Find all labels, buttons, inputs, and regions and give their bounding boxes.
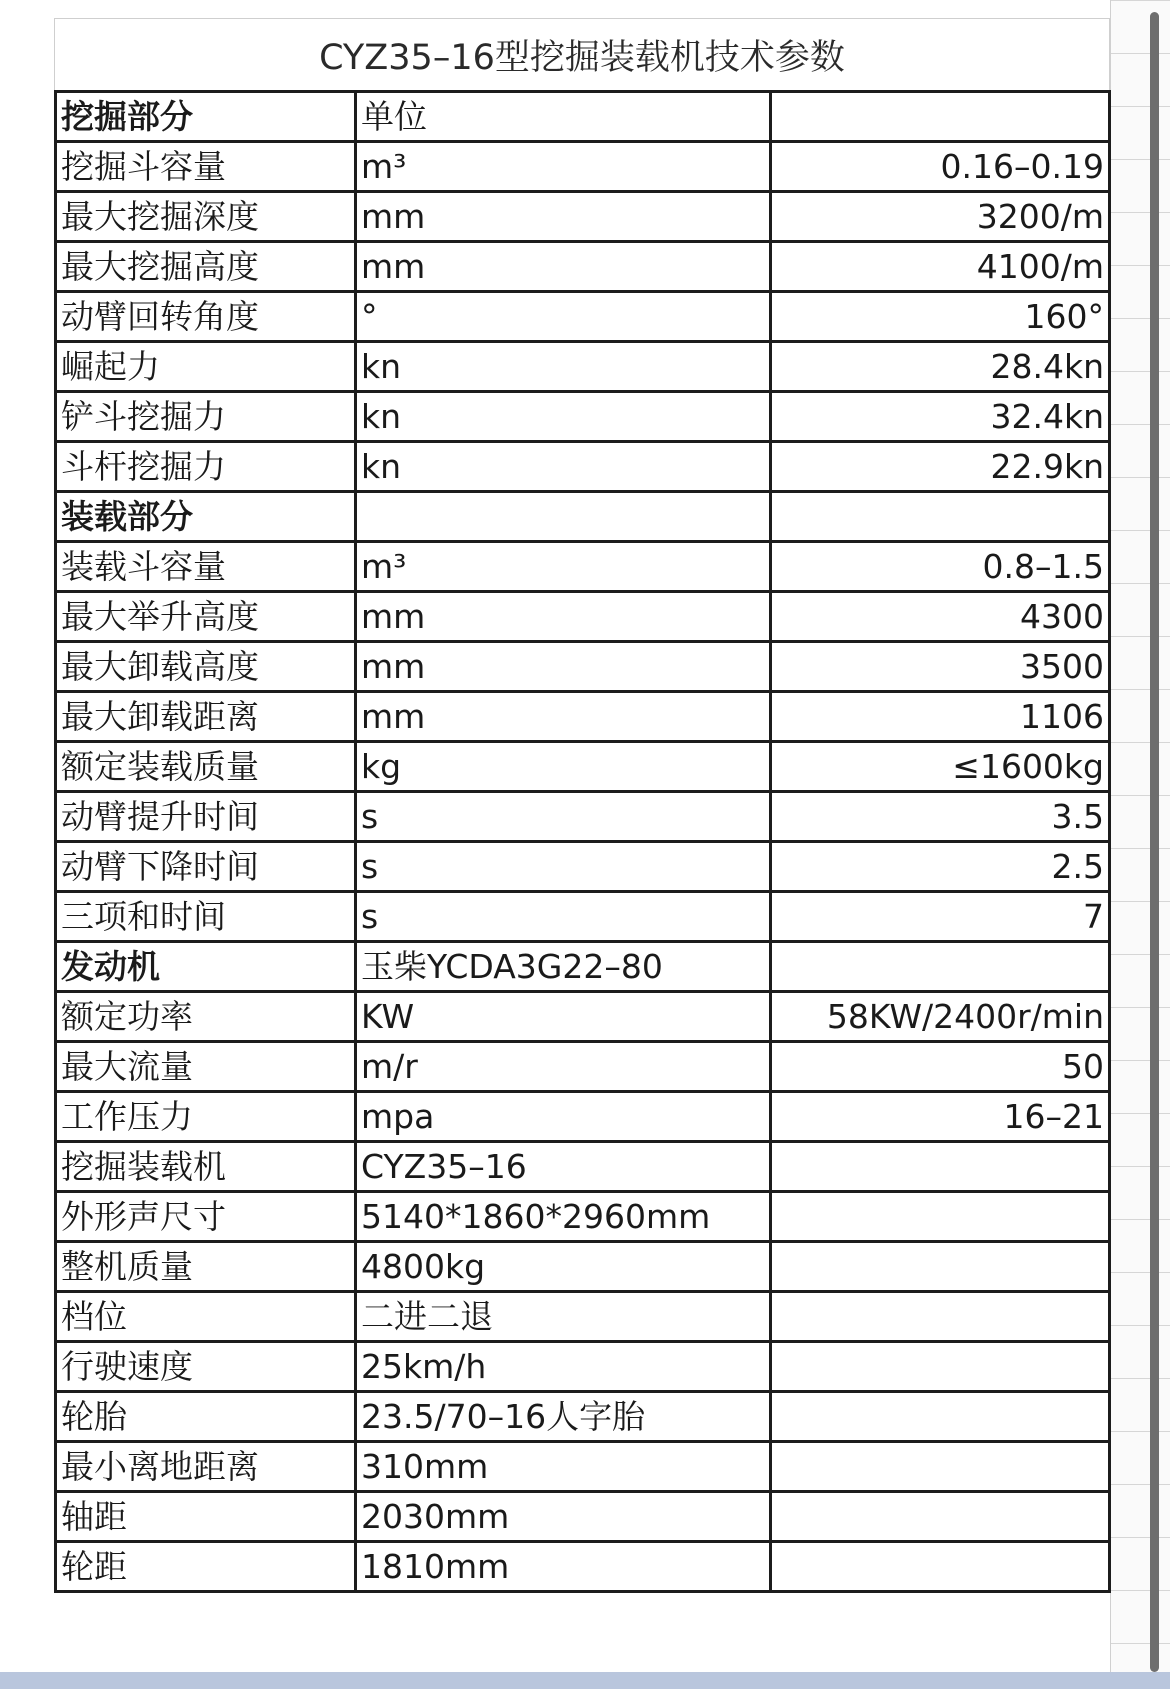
param-unit-cell[interactable]: 25km/h bbox=[356, 1342, 771, 1392]
param-value-cell[interactable]: 1106 bbox=[771, 692, 1110, 742]
table-row bbox=[56, 1392, 1110, 1442]
param-value-cell[interactable]: 4100/m bbox=[771, 242, 1110, 292]
param-unit-cell[interactable]: kg bbox=[356, 742, 771, 792]
param-name-cell[interactable]: 额定装载质量 bbox=[56, 742, 356, 792]
param-value-cell[interactable] bbox=[771, 1192, 1110, 1242]
param-value-cell[interactable] bbox=[771, 1492, 1110, 1542]
param-value-cell[interactable]: 160° bbox=[771, 292, 1110, 342]
param-value-cell[interactable]: 22.9kn bbox=[771, 442, 1110, 492]
param-name-cell[interactable]: 动臂回转角度 bbox=[56, 292, 356, 342]
table-row bbox=[56, 1242, 1110, 1292]
param-unit-cell[interactable]: mpa bbox=[356, 1092, 771, 1142]
table-row bbox=[56, 442, 1110, 492]
table-row bbox=[56, 1442, 1110, 1492]
param-unit-cell[interactable]: 二进二退 bbox=[356, 1292, 771, 1342]
param-unit-cell[interactable]: s bbox=[356, 892, 771, 942]
param-value-cell[interactable] bbox=[771, 1142, 1110, 1192]
param-unit-cell[interactable]: kn bbox=[356, 342, 771, 392]
param-name-cell[interactable]: 最大挖掘深度 bbox=[56, 192, 356, 242]
param-value-cell[interactable]: 58KW/2400r/min bbox=[771, 992, 1110, 1042]
table-row bbox=[56, 1142, 1110, 1192]
table-row bbox=[56, 892, 1110, 942]
param-value-cell[interactable]: 3500 bbox=[771, 642, 1110, 692]
param-name-cell[interactable]: 铲斗挖掘力 bbox=[56, 392, 356, 442]
param-name-cell[interactable]: 工作压力 bbox=[56, 1092, 356, 1142]
param-value-cell[interactable]: 2.5 bbox=[771, 842, 1110, 892]
param-value-cell[interactable]: 50 bbox=[771, 1042, 1110, 1092]
param-name-cell[interactable]: 挖掘装载机 bbox=[56, 1142, 356, 1192]
table-row bbox=[56, 142, 1110, 192]
param-value-cell[interactable]: ≤1600kg bbox=[771, 742, 1110, 792]
table-row bbox=[56, 1192, 1110, 1242]
param-value-cell[interactable] bbox=[771, 92, 1110, 142]
table-row bbox=[56, 792, 1110, 842]
param-name-cell[interactable]: 斗杆挖掘力 bbox=[56, 442, 356, 492]
param-name-cell[interactable]: 挖掘斗容量 bbox=[56, 142, 356, 192]
param-value-cell[interactable]: 0.8–1.5 bbox=[771, 542, 1110, 592]
param-value-cell[interactable]: 3200/m bbox=[771, 192, 1110, 242]
param-unit-cell[interactable]: 4800kg bbox=[356, 1242, 771, 1292]
param-name-cell[interactable]: 行驶速度 bbox=[56, 1342, 356, 1392]
table-row bbox=[56, 1042, 1110, 1092]
param-unit-cell[interactable]: CYZ35–16 bbox=[356, 1142, 771, 1192]
table-title: CYZ35–16型挖掘装载机技术参数 bbox=[54, 18, 1110, 91]
table-row bbox=[56, 1492, 1110, 1542]
param-name-cell[interactable]: 外形声尺寸 bbox=[56, 1192, 356, 1242]
table-row bbox=[56, 592, 1110, 642]
param-unit-cell[interactable]: s bbox=[356, 792, 771, 842]
table-row bbox=[56, 1542, 1110, 1592]
param-name-cell[interactable]: 额定功率 bbox=[56, 992, 356, 1042]
param-name-cell[interactable]: 最大举升高度 bbox=[56, 592, 356, 642]
param-name-cell[interactable]: 发动机 bbox=[56, 942, 356, 992]
param-unit-cell[interactable]: mm bbox=[356, 692, 771, 742]
param-name-cell[interactable]: 最小离地距离 bbox=[56, 1442, 356, 1492]
param-name-cell[interactable]: 装载部分 bbox=[56, 492, 356, 542]
param-name-cell[interactable]: 最大挖掘高度 bbox=[56, 242, 356, 292]
table-row bbox=[56, 642, 1110, 692]
param-unit-cell[interactable]: mm bbox=[356, 592, 771, 642]
table-row bbox=[56, 292, 1110, 342]
param-unit-cell[interactable]: ° bbox=[356, 292, 771, 342]
param-name-cell[interactable]: 挖掘部分 bbox=[56, 92, 356, 142]
spreadsheet-gridlines bbox=[1110, 0, 1170, 1689]
table-row bbox=[56, 542, 1110, 592]
param-name-cell[interactable]: 轮距 bbox=[56, 1542, 356, 1592]
param-unit-cell[interactable]: 1810mm bbox=[356, 1542, 771, 1592]
bottom-edge bbox=[0, 1672, 1170, 1689]
param-value-cell[interactable] bbox=[771, 1442, 1110, 1492]
param-unit-cell[interactable]: 23.5/70–16人字胎 bbox=[356, 1392, 771, 1442]
table-row bbox=[56, 942, 1110, 992]
param-unit-cell[interactable]: mm bbox=[356, 642, 771, 692]
param-name-cell[interactable]: 动臂下降时间 bbox=[56, 842, 356, 892]
param-unit-cell[interactable]: 2030mm bbox=[356, 1492, 771, 1542]
table-row bbox=[56, 492, 1110, 542]
table-row bbox=[56, 1092, 1110, 1142]
param-value-cell[interactable]: 7 bbox=[771, 892, 1110, 942]
table-row bbox=[56, 392, 1110, 442]
param-unit-cell[interactable]: mm bbox=[356, 192, 771, 242]
table-row bbox=[56, 92, 1110, 142]
param-unit-cell[interactable]: 310mm bbox=[356, 1442, 771, 1492]
param-value-cell[interactable]: 3.5 bbox=[771, 792, 1110, 842]
param-unit-cell[interactable]: mm bbox=[356, 242, 771, 292]
top-edge bbox=[0, 0, 1170, 14]
param-value-cell[interactable]: 16–21 bbox=[771, 1092, 1110, 1142]
param-value-cell[interactable]: 28.4kn bbox=[771, 342, 1110, 392]
param-name-cell[interactable]: 轮胎 bbox=[56, 1392, 356, 1442]
table-row bbox=[56, 342, 1110, 392]
table-row bbox=[56, 692, 1110, 742]
param-name-cell[interactable]: 最大流量 bbox=[56, 1042, 356, 1092]
param-name-cell[interactable]: 最大卸载高度 bbox=[56, 642, 356, 692]
param-value-cell[interactable] bbox=[771, 1392, 1110, 1442]
param-unit-cell[interactable]: m/r bbox=[356, 1042, 771, 1092]
param-unit-cell[interactable]: 玉柴YCDA3G22–80 bbox=[356, 942, 771, 992]
param-name-cell[interactable]: 最大卸载距离 bbox=[56, 692, 356, 742]
param-unit-cell[interactable] bbox=[356, 492, 771, 542]
param-value-cell[interactable] bbox=[771, 492, 1110, 542]
param-name-cell[interactable]: 档位 bbox=[56, 1292, 356, 1342]
table-row bbox=[56, 1292, 1110, 1342]
spec-table bbox=[54, 90, 1111, 1593]
param-value-cell[interactable] bbox=[771, 1242, 1110, 1292]
table-row bbox=[56, 192, 1110, 242]
param-name-cell[interactable]: 崛起力 bbox=[56, 342, 356, 392]
spec-table-body bbox=[56, 92, 1110, 1592]
table-row bbox=[56, 1342, 1110, 1392]
param-unit-cell[interactable]: 单位 bbox=[356, 92, 771, 142]
table-row bbox=[56, 242, 1110, 292]
param-name-cell[interactable]: 三项和时间 bbox=[56, 892, 356, 942]
param-value-cell[interactable]: 0.16–0.19 bbox=[771, 142, 1110, 192]
param-unit-cell[interactable]: m³ bbox=[356, 142, 771, 192]
param-value-cell[interactable]: 32.4kn bbox=[771, 392, 1110, 442]
param-unit-cell[interactable]: kn bbox=[356, 392, 771, 442]
param-unit-cell[interactable]: kn bbox=[356, 442, 771, 492]
param-unit-cell[interactable]: m³ bbox=[356, 542, 771, 592]
param-name-cell[interactable]: 轴距 bbox=[56, 1492, 356, 1542]
param-name-cell[interactable]: 动臂提升时间 bbox=[56, 792, 356, 842]
table-row bbox=[56, 992, 1110, 1042]
param-value-cell[interactable] bbox=[771, 1542, 1110, 1592]
param-unit-cell[interactable]: KW bbox=[356, 992, 771, 1042]
param-value-cell[interactable] bbox=[771, 942, 1110, 992]
vertical-scrollbar[interactable] bbox=[1150, 12, 1159, 1672]
param-value-cell[interactable]: 4300 bbox=[771, 592, 1110, 642]
param-unit-cell[interactable]: s bbox=[356, 842, 771, 892]
param-value-cell[interactable] bbox=[771, 1292, 1110, 1342]
param-name-cell[interactable]: 装载斗容量 bbox=[56, 542, 356, 592]
table-row bbox=[56, 742, 1110, 792]
param-value-cell[interactable] bbox=[771, 1342, 1110, 1392]
param-unit-cell[interactable]: 5140*1860*2960mm bbox=[356, 1192, 771, 1242]
table-row bbox=[56, 842, 1110, 892]
param-name-cell[interactable]: 整机质量 bbox=[56, 1242, 356, 1292]
